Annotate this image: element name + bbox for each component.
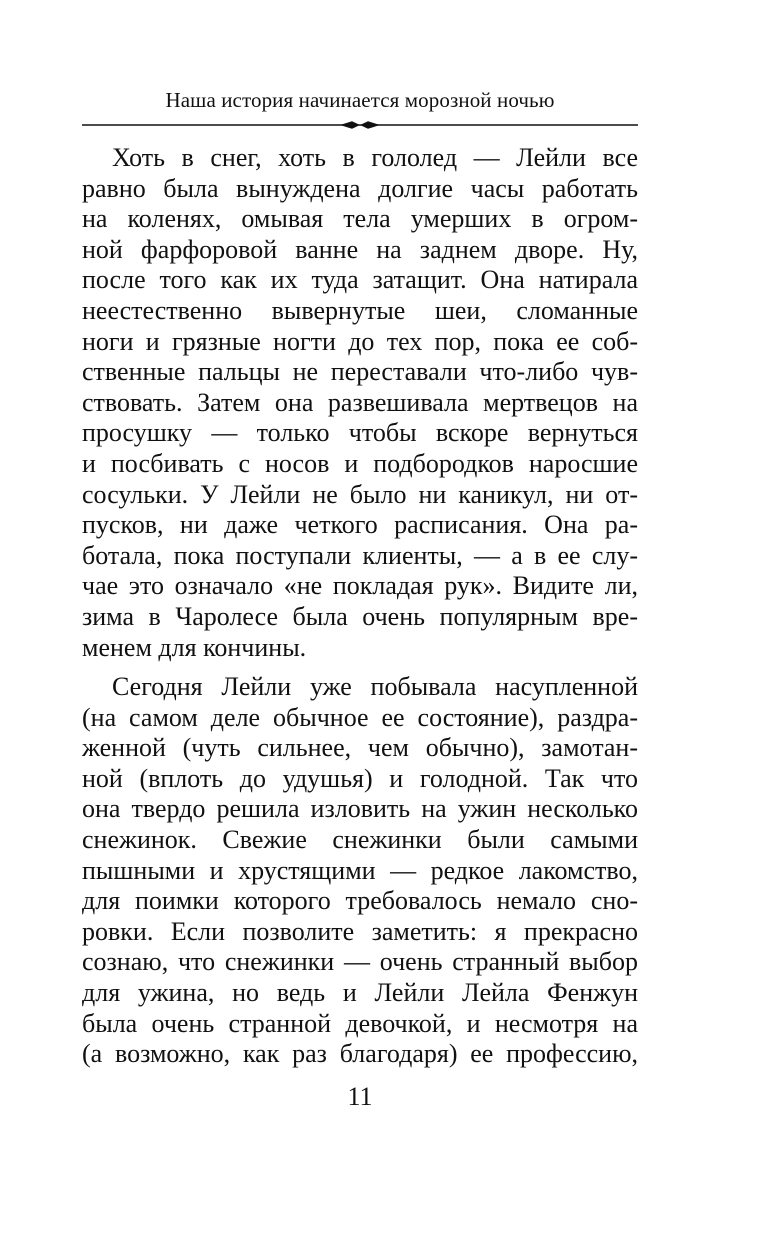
text-line: зима в Чаролесе была очень популярным вре-: [82, 601, 638, 631]
text-line: пышными и хрустящими — редкое лакомство,: [82, 855, 638, 885]
text-line: неестественно вывернутые шеи, сломанные: [82, 295, 638, 325]
text-line: сознаю, что снежинки — очень странный выбор: [82, 947, 638, 977]
text-line: Сегодня Лейли уже побывала насупленной: [112, 672, 638, 702]
text-line: сосульки. У Лейли не было ни каникул, ни от-: [82, 479, 638, 509]
text-line: была очень странной девочкой, и несмотря на: [82, 1008, 638, 1038]
text-line: для ужина, но ведь и Лейли Лейла Фенжун: [82, 978, 638, 1008]
paragraph-1: [82, 143, 638, 663]
paragraph-2: [82, 672, 638, 1070]
body-text: [82, 143, 638, 1070]
text-line: ственные пальцы не переставали что-либо чув-: [82, 357, 638, 387]
text-line: для поимки которого требовалось немало сно-: [82, 886, 638, 916]
text-line: Хоть в снег, хоть в гололед — Лейли все: [112, 143, 638, 172]
text-line: и посбивать с носов и подбородков наросшие: [82, 448, 638, 478]
text-line: ной фарфоровой ванне на заднем дворе. Ну,: [82, 234, 638, 264]
paragraph-gap: [82, 663, 638, 672]
page-number: 11: [347, 1082, 373, 1111]
text-line: чае это означало «не покладая рук». Видите ли,: [82, 571, 638, 601]
text-line: она твердо решила изловить на ужин несколько: [82, 794, 638, 824]
text-line: просушку — только чтобы вскоре вернуться: [82, 418, 638, 448]
text-line: менем для кончины.: [82, 632, 307, 662]
text-line: после того как их туда затащит. Она натирала: [82, 265, 638, 295]
text-line: ноги и грязные ногти до тех пор, пока ее соб-: [82, 326, 638, 356]
text-line: ствовать. Затем она развешивала мертвецов на: [82, 387, 638, 417]
text-line: равно была вынуждена долгие часы работать: [82, 173, 638, 203]
header-rule-ornament: [82, 118, 638, 132]
text-line: на коленях, омывая тела умерших в огром-: [82, 204, 638, 234]
running-head: Наша история начинается морозной ночью: [165, 88, 555, 112]
text-line: пусков, ни даже четкого расписания. Она ра-: [82, 510, 638, 540]
text-line: женной (чуть сильнее, чем обычно), замотан-: [82, 733, 638, 763]
text-line: ботала, пока поступали клиенты, — а в ее слу-: [82, 540, 638, 570]
text-line: снежинок. Свежие снежинки были самыми: [82, 825, 638, 855]
text-line: ровки. Если позволите заметить: я прекрасно: [82, 916, 638, 946]
text-line: (на самом деле обычное ее состояние), раздра-: [82, 702, 638, 732]
text-line: ной (вплоть до удушья) и голодной. Так что: [82, 763, 638, 793]
text-line: (а возможно, как раз благодаря) ее профессию,: [82, 1039, 638, 1069]
